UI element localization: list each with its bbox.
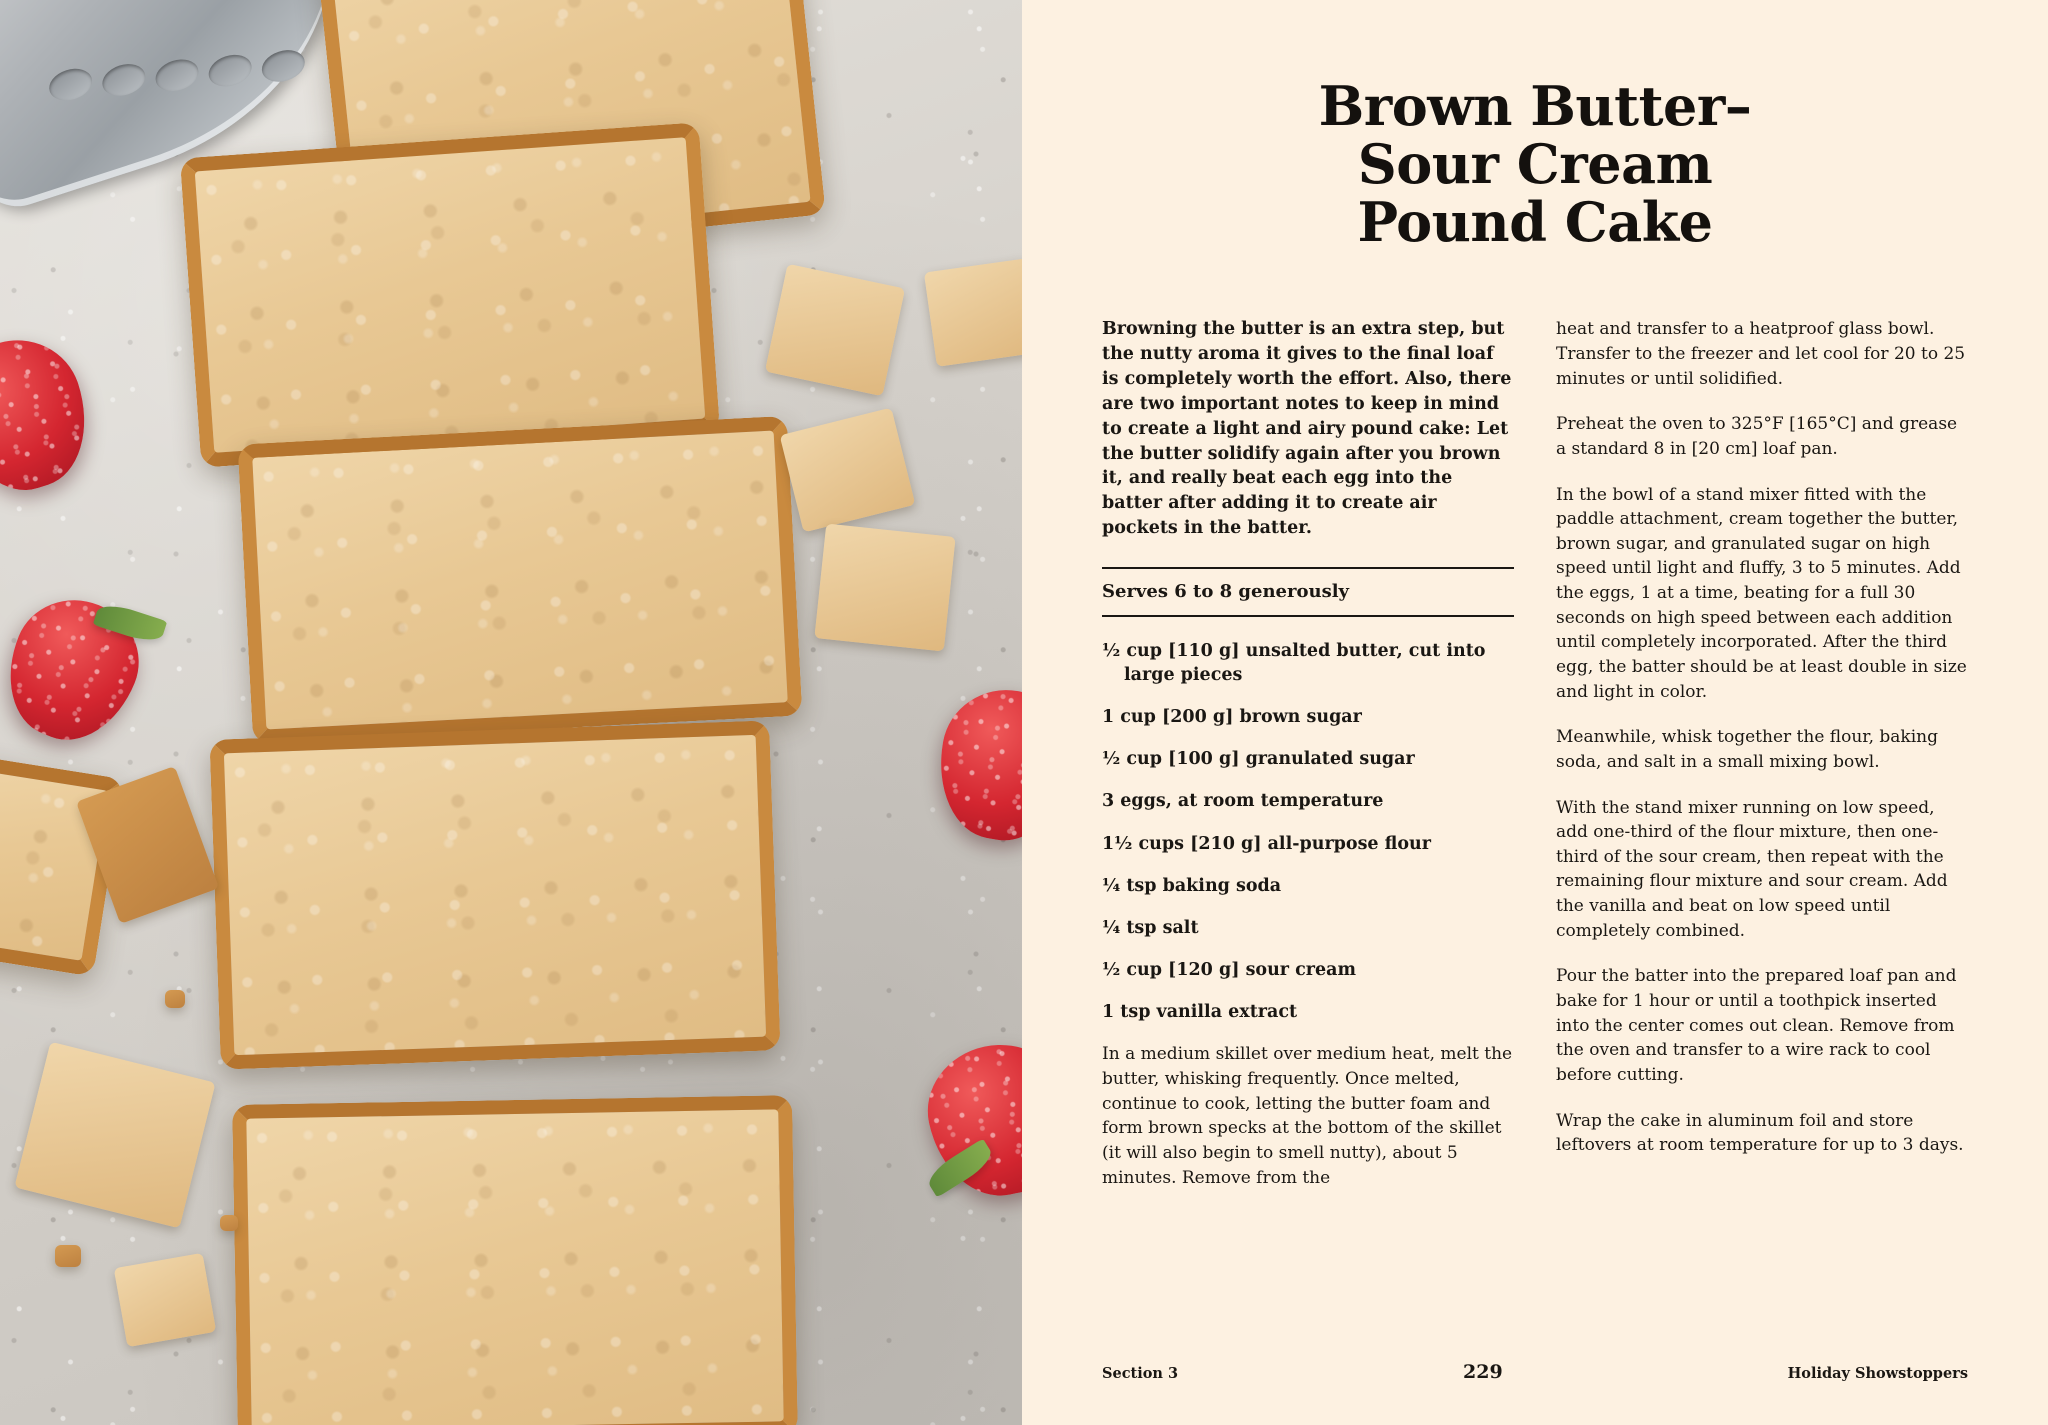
instruction-paragraph: Pour the batter into the prepared loaf pan and bake for 1 hour or until a toothpick inserted into the center comes out clean. Remove from the oven and transfer to a wire rack to cool before cutting. (1556, 966, 1957, 1085)
list-item: ½ cup [110 g] unsalted butter, cut into large pieces (1102, 640, 1486, 686)
page-footer (1102, 1361, 1968, 1383)
page-title-line-3: Pound Cake (1357, 189, 1713, 254)
recipe-columns (1102, 317, 1968, 1211)
instruction-paragraph: In a medium skillet over medium heat, melt the butter, whisking frequently. Once melted, continue to cook, letting the butter foam and form brown specks at the bottom of the skillet (it will also begin to smell nutty), about 5 minutes. Remove from the (1102, 1044, 1513, 1188)
instruction-paragraph: Wrap the cake in aluminum foil and store leftovers at room temperature for up to 3 days. (1556, 1110, 1964, 1156)
instruction-paragraph: Meanwhile, whisk together the flour, baking soda, and salt in a small mixing bowl. (1556, 727, 1938, 772)
list-item: 1½ cups [210 g] all-purpose flour (1102, 833, 1431, 854)
cake-slice (180, 122, 720, 468)
list-item: ½ cup [120 g] sour cream (1102, 960, 1356, 981)
list-item: ¼ tsp salt (1102, 917, 1199, 938)
cake-crumb (55, 1245, 81, 1267)
ingredients-list (1102, 639, 1514, 1024)
instruction-paragraph: heat and transfer to a heatproof glass bowl. Transfer to the freezer and let cool for 20 to 25 minutes or until solidified. (1556, 319, 1966, 389)
cake-slice (238, 416, 803, 744)
cake-cube (814, 524, 955, 652)
cake-slice (209, 720, 780, 1069)
cake-cube (114, 1253, 217, 1347)
list-item: 3 eggs, at room temperature (1102, 791, 1384, 812)
list-item: ¼ tsp baking soda (1102, 875, 1282, 896)
instruction-paragraph: Preheat the oven to 325°F [165°C] and grease a standard 8 in [20 cm] loaf pan. (1556, 414, 1958, 459)
list-item: ½ cup [100 g] granulated sugar (1102, 749, 1415, 770)
page-number: 229 (1463, 1361, 1503, 1383)
footer-chapter: Holiday Showstoppers (1787, 1365, 1968, 1382)
page-title-line-1: Brown Butter– (1318, 74, 1752, 138)
page-title (1142, 74, 1928, 254)
list-item: 1 cup [200 g] brown sugar (1102, 707, 1362, 728)
recipe-column-left (1102, 317, 1514, 1211)
serves-label: Serves 6 to 8 generously (1102, 569, 1514, 617)
instruction-paragraph: In the bowl of a stand mixer fitted with the paddle attachment, cream together the butter, brown sugar, and granulated sugar on high speed until light and fluffy, 3 to 5 minutes. Add the eggs, 1 at a time, beating for a full 30 seconds on high speed between each addition until completely incorporated. After the third egg, the batter should be at least double in size and light in color. (1556, 484, 1967, 702)
recipe-photograph (0, 0, 1022, 1425)
recipe-column-right (1556, 317, 1968, 1211)
list-item: 1 tsp vanilla extract (1102, 1002, 1298, 1023)
page-title-line-2: Sour Cream (1357, 131, 1713, 196)
instructions-left (1102, 1042, 1514, 1190)
cake-cube (924, 258, 1022, 367)
footer-section: Section 3 (1102, 1365, 1179, 1382)
instruction-paragraph: With the stand mixer running on low speed, add one-third of the flour mixture, then one-third of the sour cream, then repeat with the remaining flour mixture and sour cream. Add the vanilla and beat on low speed until completely combined. (1556, 797, 1948, 941)
recipe-text-page (1022, 0, 2048, 1425)
recipe-headnote: Browning the butter is an extra step, but the nutty aroma it gives to the final loaf is completely worth the effort. Also, there are two important notes to keep in mind to create a light and airy pound cake: Let the butter solidify again after you brown it, and really beat each egg into the batter after adding it to create air pockets in the batter. (1102, 319, 1512, 539)
cake-crumb (220, 1215, 238, 1231)
cake-slice (232, 1095, 798, 1425)
cake-crumb (165, 990, 185, 1008)
